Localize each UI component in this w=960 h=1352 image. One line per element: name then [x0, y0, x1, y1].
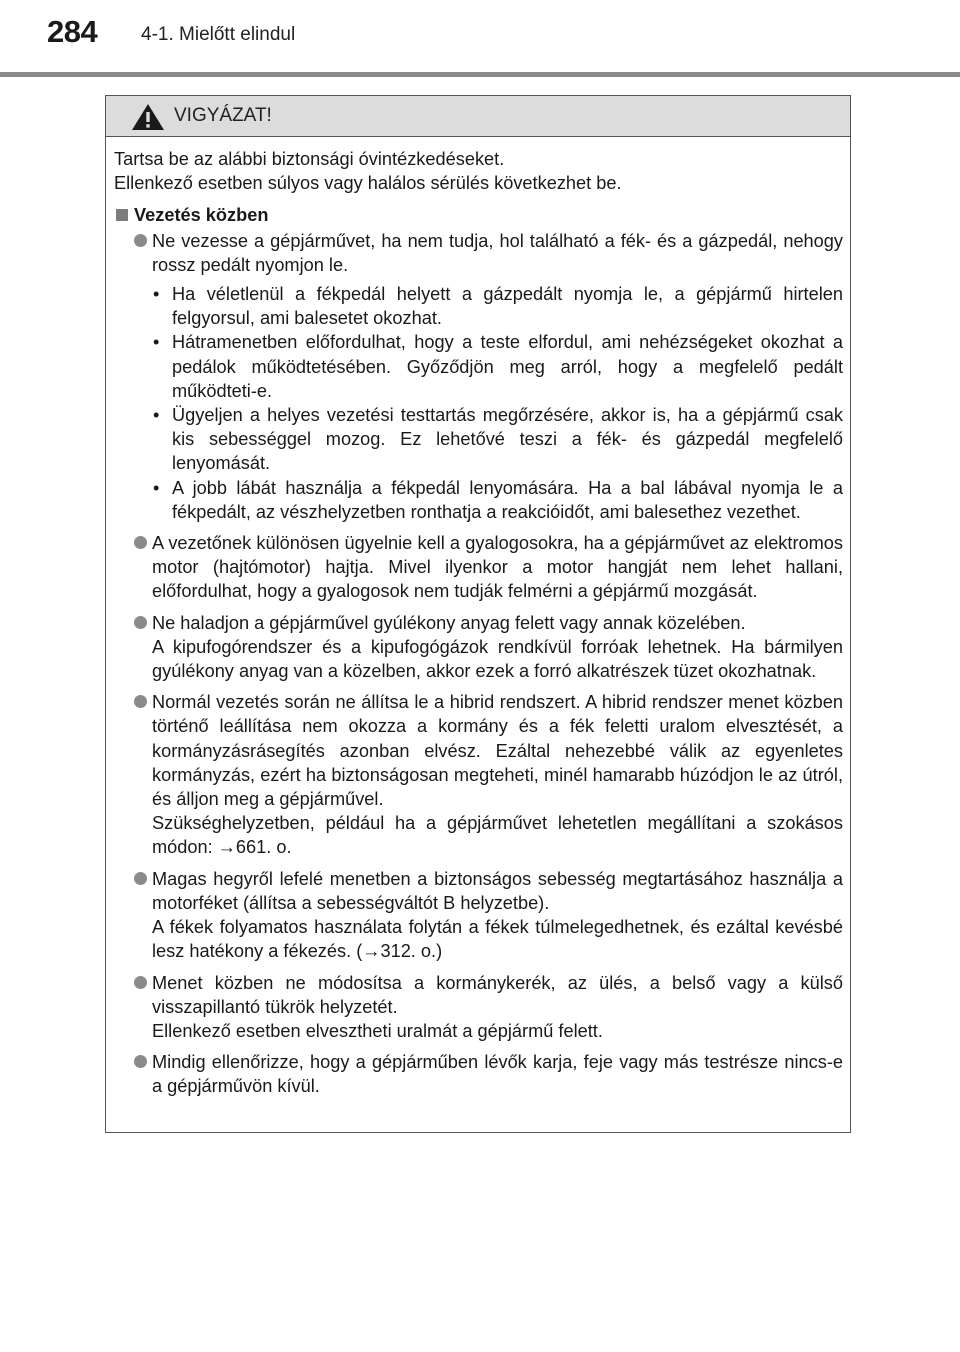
- list-item: [114, 1050, 843, 1098]
- item-text: Normál vezetés során ne állítsa le a hibrid rendszert. A hibrid rendszer menet közben történő leállítása nem okozza a kormány és a fék feletti uralom elvesztését, a kormányzásrásegítés azonban elvész. Ezáltal nehezebbé válik az egyenletes kormányzás, ezért ha biztonságosan megteheti, minél hamarabb húzódjon le az útról, és álljon meg a gépjárművel.: [152, 692, 843, 810]
- list-item: [114, 690, 843, 859]
- sub-list-item: • Hátramenetben előfordulhat, hogy a teste elfordul, ami nehézségeket okozhat a pedálok működtetésében. Győződjön meg arról, hogy a megfelelő pedált működteti-e.: [153, 332, 843, 401]
- warning-title: VIGYÁZAT!: [174, 105, 272, 126]
- warning-header: [106, 96, 850, 137]
- section-title: 4-1. Mielőtt elindul: [141, 24, 296, 45]
- circle-bullet-icon: [134, 872, 147, 885]
- sub-item-text: Ügyeljen a helyes vezetési testtartás megőrzésére, akkor is, ha a gépjármű csak kis sebességgel mozog. Ez lehetővé teszi a fék- és gázpedál megfelelő lenyomását.: [172, 405, 843, 474]
- intro-text: [114, 147, 843, 195]
- circle-bullet-icon: [134, 695, 147, 708]
- intro-line: Ellenkező esetben súlyos vagy halálos sérülés következhet be.: [114, 173, 622, 194]
- item-text: Magas hegyről lefelé menetben a biztonságos sebesség megtartásához használja a motorféket (állítsa a sebességváltót B helyzetbe).: [152, 868, 843, 913]
- page-number: 284: [47, 14, 98, 49]
- item-extra-text: Ellenkező esetben elvesztheti uralmát a gépjármű felett.: [152, 1020, 603, 1041]
- sub-list-item: • A jobb lábát használja a fékpedál lenyomására. Ha a bal lábával nyomja le a fékpedált, az vészhelyzetben ronthatja a reakcióidőt, ami balesethez vezethet.: [153, 477, 843, 522]
- item-extra-text: A kipufogórendszer és a kipufogógázok rendkívül forróak lehetnek. Ha bármilyen gyúlékony anyag van a közelben, akkor ezek a forró alkatrészek tüzet okozhatnak.: [152, 636, 843, 682]
- list-item: [114, 971, 843, 1044]
- item-text: A vezetőnek különösen ügyelnie kell a gyalogosokra, ha a gépjárművet az elektromos motor (hajtómotor) hajtja. Mivel ilyenkor a motor hangját nem lehet hallani, előfordulhat, hogy a gyalogosok nem tudják felmérni a gépjármű mozgását.: [152, 533, 843, 602]
- item-extra-text: A fékek folyamatos használata folytán a fékek túlmelegedhetnek, és ezáltal kevésbé lesz hatékony a fékezés. (→312. o.): [152, 917, 843, 962]
- list-item: [114, 229, 843, 524]
- circle-bullet-icon: [134, 1055, 147, 1068]
- list-item: [114, 531, 843, 604]
- list-item: [114, 611, 843, 684]
- sub-item-text: A jobb lábát használja a fékpedál lenyomására. Ha a bal lábával nyomja le a fékpedált, az vészhelyzetben ronthatja a reakcióidőt, ami balesethez vezethet.: [172, 477, 843, 522]
- item-text: Ne vezesse a gépjárművet, ha nem tudja, hol található a fék- és a gázpedál, nehogy rossz pedált nyomjon le.: [152, 230, 843, 275]
- warning-body: [106, 137, 850, 1099]
- warning-box: [105, 95, 851, 1133]
- circle-bullet-icon: [134, 234, 147, 247]
- circle-bullet-icon: [134, 616, 147, 629]
- header-rule: [0, 72, 960, 77]
- subheading-text: Vezetés közben: [134, 205, 269, 226]
- sub-list: [152, 282, 843, 524]
- item-text: Mindig ellenőrizze, hogy a gépjárműben lévők karja, feje vagy más testrésze nincs-e a gépjárművön kívül.: [152, 1052, 843, 1097]
- sub-list-item: • Ha véletlenül a fékpedál helyett a gázpedált nyomja le, a gépjármű hirtelen felgyorsul, ami balesetet okozhat.: [153, 284, 843, 329]
- item-extra-text: Szükséghelyzetben, például ha a gépjárművet lehetetlen megállítani a szokásos módon: →661. o.: [152, 813, 843, 858]
- subheading: [114, 203, 843, 227]
- sub-list-item: • Ügyeljen a helyes vezetési testtartás megőrzésére, akkor is, ha a gépjármű csak kis sebességgel mozog. Ez lehetővé teszi a fék- és gázpedál megfelelő lenyomását.: [153, 405, 843, 474]
- sub-item-text: Ha véletlenül a fékpedál helyett a gázpedált nyomja le, a gépjármű hirtelen felgyorsul, ami balesetet okozhat.: [172, 284, 843, 329]
- square-bullet-icon: [116, 209, 128, 221]
- item-text: Ne haladjon a gépjárművel gyúlékony anyag felett vagy annak közelében.: [152, 612, 746, 633]
- sub-item-text: Hátramenetben előfordulhat, hogy a teste elfordul, ami nehézségeket okozhat a pedálok működtetésében. Győződjön meg arról, hogy a megfelelő pedált működteti-e.: [172, 332, 843, 401]
- circle-bullet-icon: [134, 976, 147, 989]
- list-item: [114, 867, 843, 964]
- circle-bullet-icon: [134, 536, 147, 549]
- warning-triangle-icon: [131, 103, 165, 131]
- page-header: [0, 0, 960, 78]
- item-text: Menet közben ne módosítsa a kormánykerék, az ülés, a belső vagy a külső visszapillantó tükrök helyzetét.: [152, 972, 843, 1017]
- intro-line: Tartsa be az alábbi biztonsági óvintézkedéseket.: [114, 149, 505, 169]
